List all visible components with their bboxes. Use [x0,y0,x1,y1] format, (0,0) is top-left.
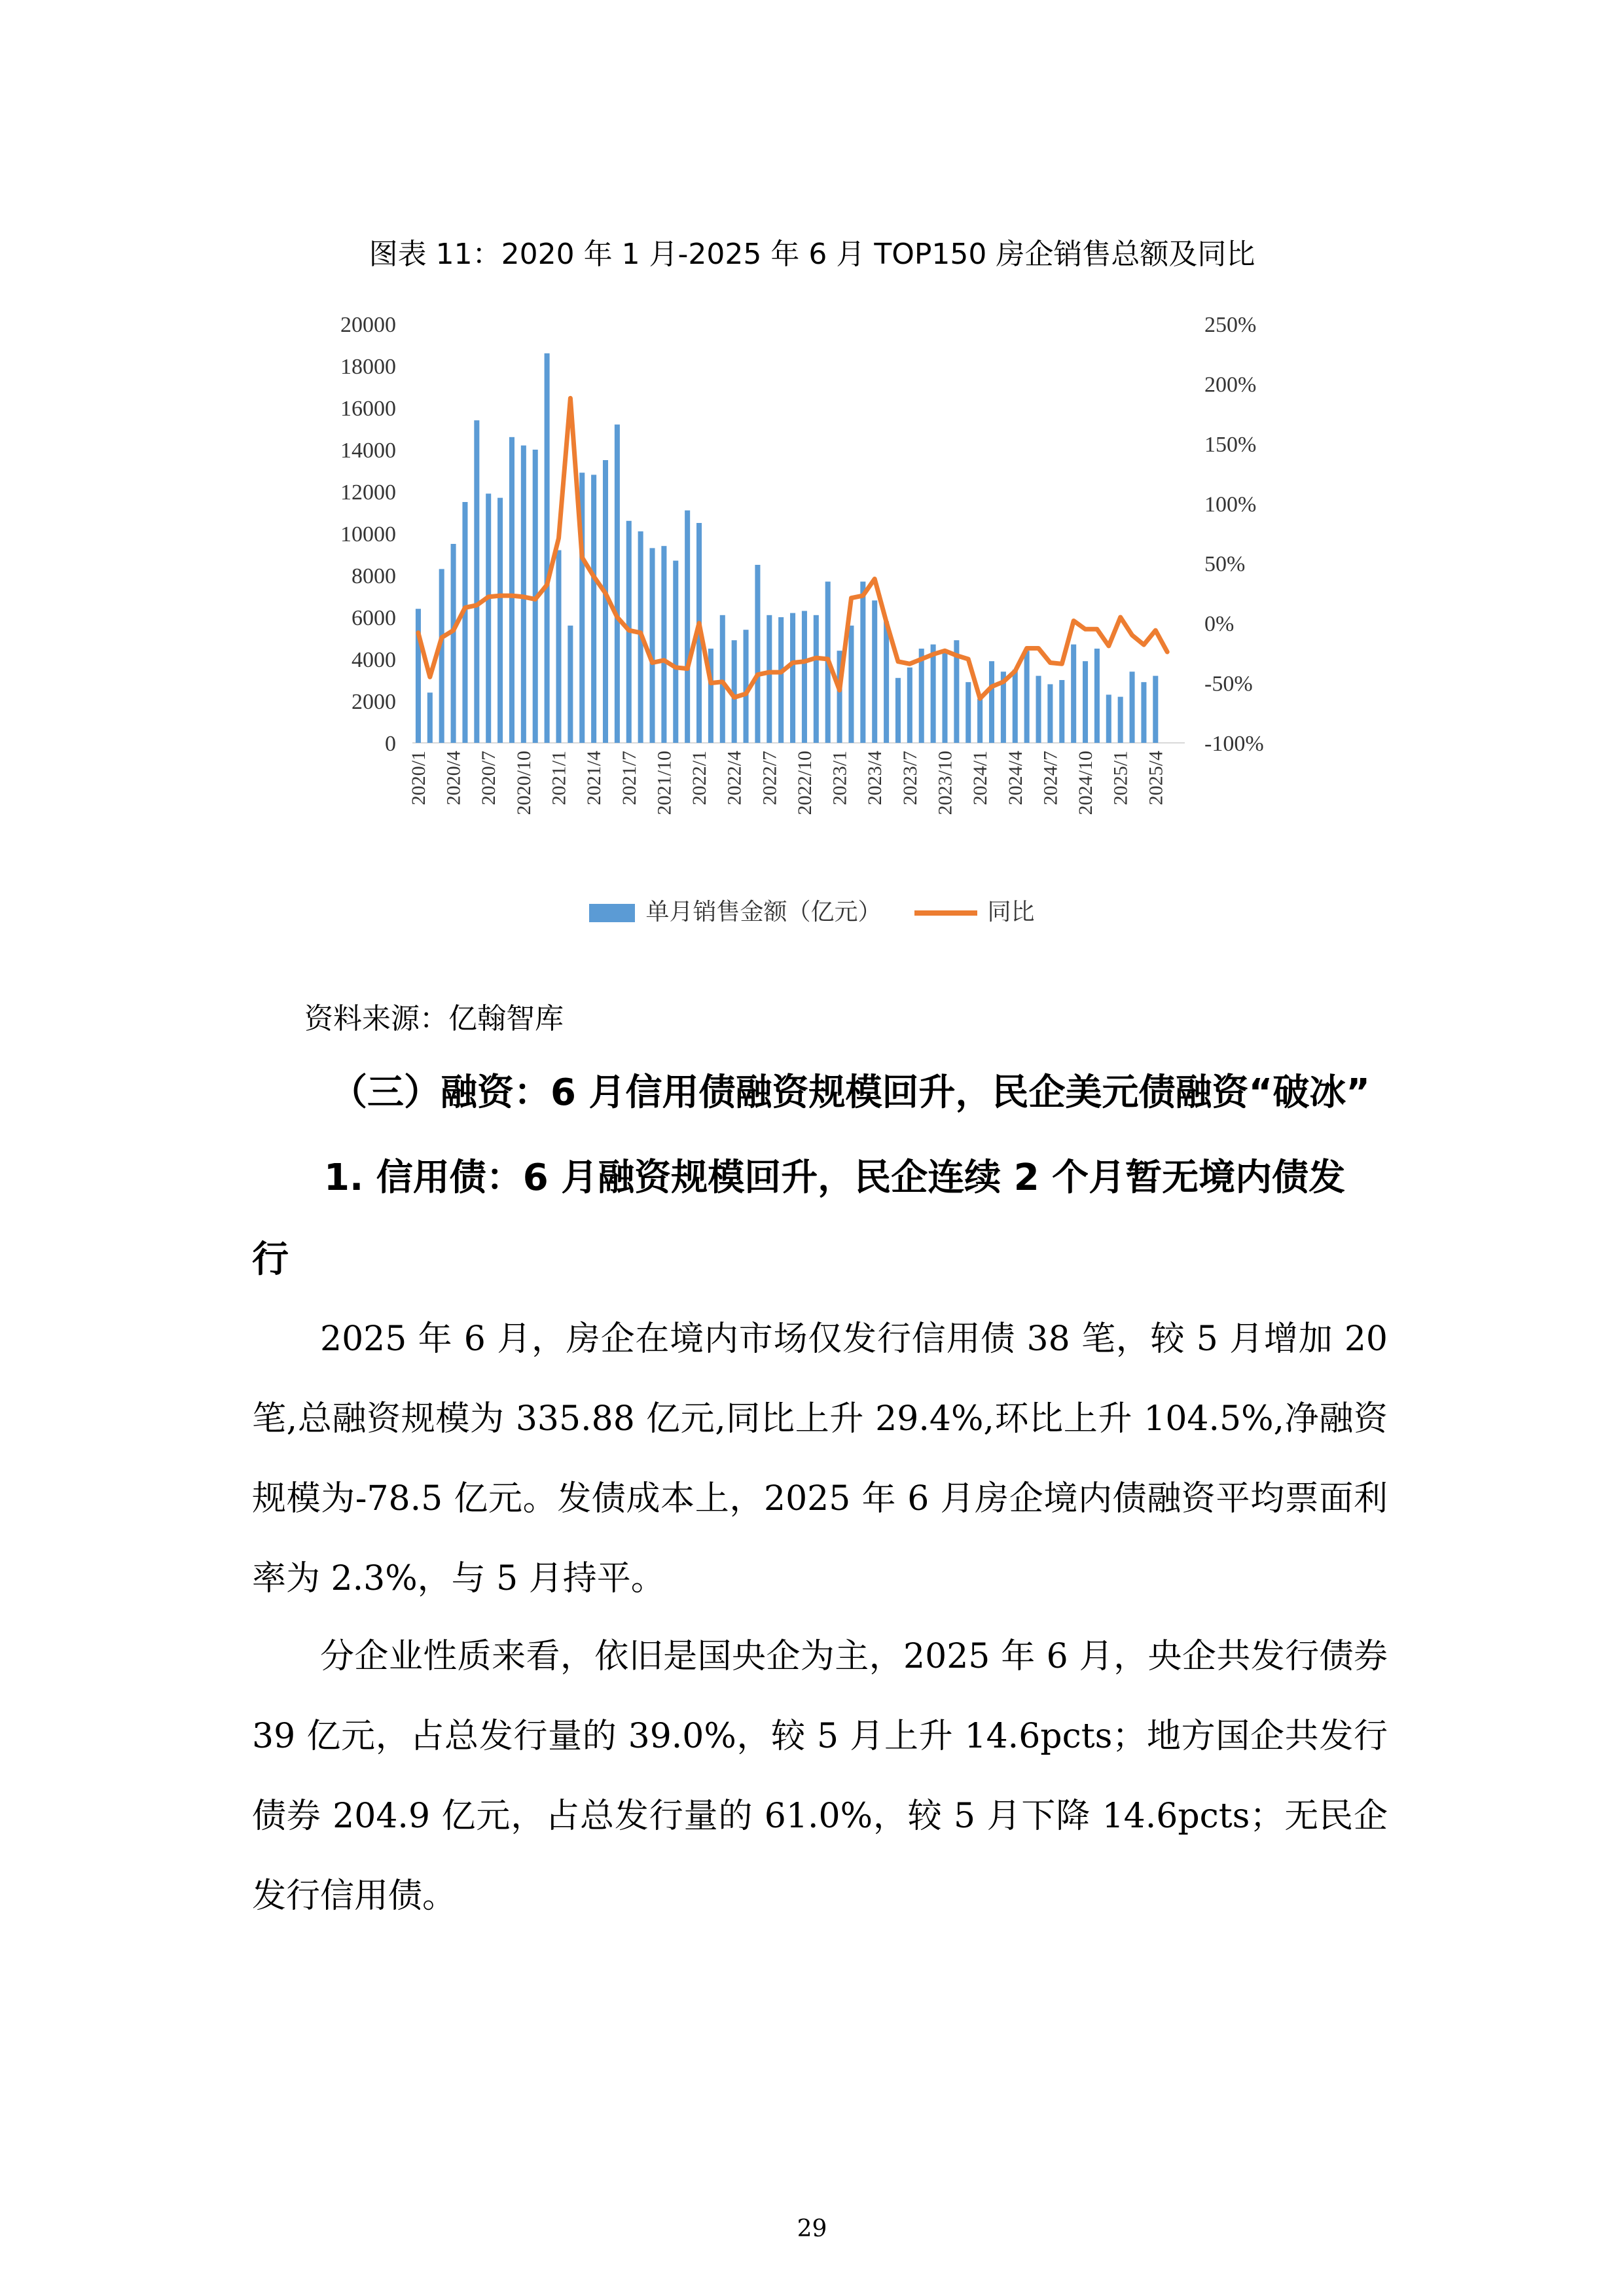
right-axis-ticks [1204,313,1264,756]
x-tick-label: 2023/4 [864,751,886,806]
sales-bar [767,615,772,743]
sales-bar [1106,694,1111,743]
sales-bar [802,611,807,743]
y-left-tick-label: 14000 [340,439,396,463]
x-tick-label: 2021/1 [548,751,570,806]
sales-bar [1036,676,1041,743]
x-tick-label: 2023/7 [899,751,921,806]
y-right-tick-label: 100% [1204,492,1257,517]
y-left-tick-label: 6000 [352,606,396,630]
sales-bar [755,565,760,743]
sales-bar [509,437,514,743]
x-tick-label: 2020/7 [478,751,500,806]
sales-bar [1094,649,1100,743]
left-axis-ticks [340,313,396,756]
y-left-tick-label: 20000 [340,313,396,337]
page-number: 29 [797,2215,827,2242]
sales-bar [1083,661,1088,743]
legend-label-sales: 单月销售金额（亿元） [645,899,882,925]
x-tick-label: 2023/1 [829,751,851,806]
sales-bar [848,626,854,743]
x-tick-label: 2021/10 [653,751,676,816]
sales-bar [685,511,690,743]
sales-bar [977,699,983,743]
sales-bar [451,544,456,743]
x-tick-label: 2024/7 [1039,751,1062,806]
sales-bar [895,678,901,743]
sales-bar [1047,684,1053,743]
sales-bar [1130,672,1135,743]
x-tick-label: 2025/1 [1110,751,1132,806]
x-tick-label: 2025/4 [1145,751,1167,806]
y-left-tick-label: 2000 [352,690,396,714]
sales-bar [1013,670,1018,743]
sales-bar [474,420,479,743]
sales-bar [673,561,678,743]
y-right-tick-label: 50% [1204,552,1246,577]
x-tick-label: 2024/10 [1075,751,1096,816]
figure-source: 资料来源：亿翰智库 [304,1002,564,1035]
y-left-tick-label: 0 [385,732,396,756]
sales-bar [568,626,573,743]
x-tick-label: 2024/1 [969,751,992,806]
sales-bar [545,353,550,743]
x-axis-ticks [408,751,1166,815]
paragraph-enterprise-type: 分企业性质来看，依旧是国央企为主，2025 年 6 月，央企共发行债券 39 亿元，占总发行量的 39.0%，较 5 月上升 14.6pcts；地方国企共发行债券 204.9 亿元，占总发行量的 61.0%，较 5 月下降 14.6pcts；无民企发行信用债。 [252,1637,1388,1916]
sales-bar [744,630,749,743]
y-left-tick-label: 10000 [340,522,396,547]
sales-bar [521,446,526,743]
sales-bar [497,498,503,743]
bar-series [416,353,1158,743]
section-heading: （三）融资：6 月信用债融资规模回升，民企美元债融资“破冰” [331,1071,1371,1114]
sales-bar [965,682,971,743]
sales-bar [989,661,994,743]
sales-bar [790,613,795,743]
y-left-tick-label: 16000 [340,397,396,421]
y-left-tick-label: 12000 [340,480,396,505]
subsection-heading: 1. 信用债：6 月融资规模回升，民企连续 2 个月暂无境内债发 [324,1157,1346,1199]
x-tick-label: 2020/1 [407,751,429,806]
x-tick-label: 2020/4 [442,751,465,806]
sales-bar [427,692,433,743]
sales-bar [615,425,620,743]
paragraph-issuance: 2025 年 6 月，房企在境内市场仅发行信用债 38 笔，较 5 月增加 20 笔,总融资规模为 335.88 亿元,同比上升 29.4%,环比上升 104.5%,净融资规模为-78.5 亿元。发债成本上，2025 年 6 月房企境内债融资平均票面利率为 2.3%，与 5 月持平。 [252,1319,1388,1598]
sales-bar [1059,680,1064,743]
sales-bar [661,546,666,743]
sales-bar [416,609,421,743]
sales-bar [1118,697,1123,743]
sales-bar [1141,682,1146,743]
y-left-tick-label: 18000 [340,355,396,379]
y-left-tick-label: 4000 [352,648,396,672]
sales-bar [1153,676,1158,743]
x-tick-label: 2024/4 [1004,751,1026,806]
sales-bar [778,617,784,743]
sales-bar [591,475,596,743]
sales-chart [288,295,1362,949]
x-tick-label: 2020/10 [513,751,535,816]
x-tick-label: 2021/4 [583,751,605,806]
sales-bar [860,582,865,743]
legend-swatch-line [914,910,977,916]
x-tick-label: 2022/7 [759,751,781,806]
sales-bar [1024,651,1030,743]
legend-swatch-bar [589,904,635,922]
sales-bar [872,600,877,743]
sales-bar [931,645,936,743]
chart-legend [0,893,1624,927]
subsection-heading-cont: 行 [252,1238,289,1281]
y-right-tick-label: 250% [1204,313,1257,337]
legend-label-yoy: 同比 [987,899,1035,925]
sales-bar [884,621,889,743]
x-tick-label: 2022/1 [689,751,710,806]
y-right-tick-label: -100% [1204,732,1264,756]
sales-bar [1071,645,1076,743]
y-right-tick-label: 150% [1204,432,1257,457]
sales-bar [556,550,561,743]
x-tick-label: 2021/7 [618,751,640,806]
sales-bar [486,493,491,743]
x-tick-label: 2022/4 [723,751,746,806]
sales-bar [720,615,725,743]
figure-title: 图表 11：2020 年 1 月-2025 年 6 月 TOP150 房企销售总额及同比 [369,238,1255,271]
sales-bar [942,653,947,743]
y-left-tick-label: 8000 [352,564,396,588]
y-right-tick-label: 0% [1204,612,1235,637]
sales-bar [919,649,924,743]
sales-bar [907,668,912,743]
sales-bar [649,548,655,743]
x-tick-label: 2022/10 [793,751,816,816]
x-tick-label: 2023/10 [934,751,956,816]
sales-bar [462,502,467,743]
y-right-tick-label: -50% [1204,672,1253,696]
y-right-tick-label: 200% [1204,372,1257,397]
sales-bar [439,569,444,743]
sales-bar [814,615,819,743]
